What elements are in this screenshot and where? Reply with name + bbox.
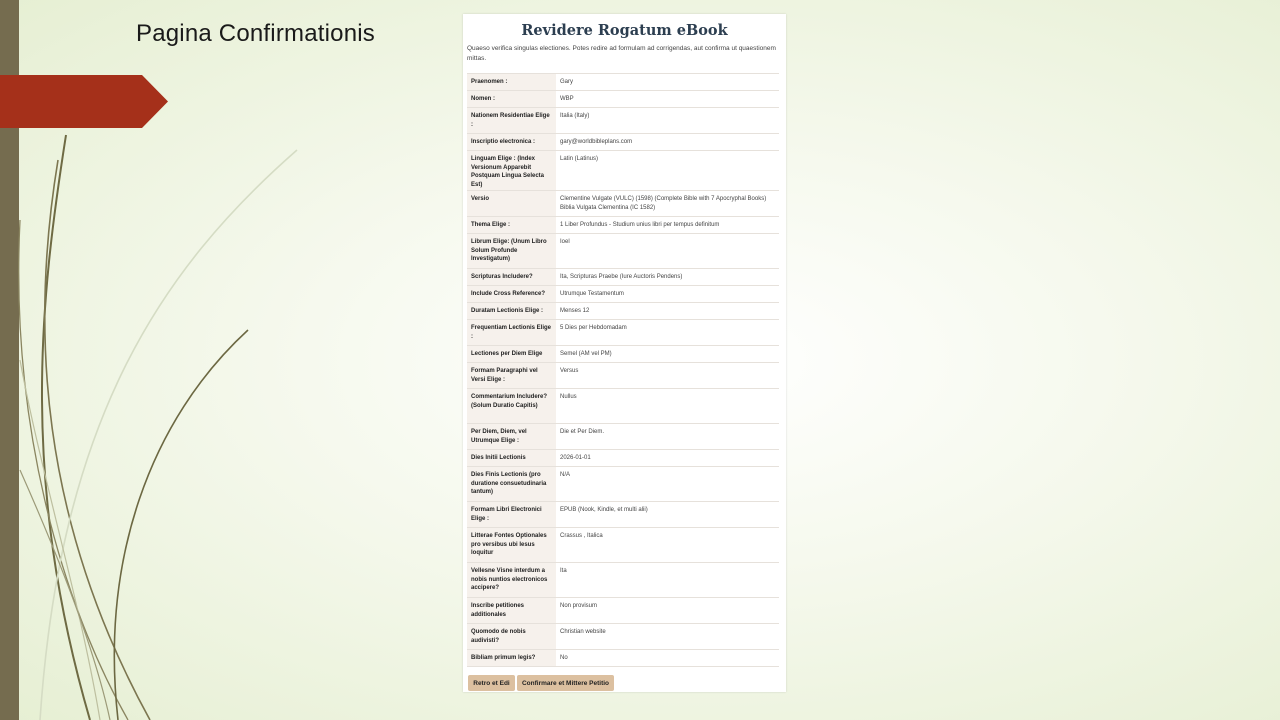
field-label: Inscriptio electronica : [467,134,556,151]
field-value: Versus [556,362,779,388]
table-row [467,423,779,449]
field-value: Nullus [556,388,779,423]
table-row [467,91,779,108]
field-label: Bibliam primum legis? [467,649,556,666]
table-row [467,233,779,268]
field-label: Vellesne Visne interdum a nobis nuntios electronicos accipere? [467,562,556,597]
grass-decoration [0,0,320,720]
table-row [467,134,779,151]
table-row [467,466,779,501]
table-row [467,268,779,285]
table-row [467,216,779,233]
field-label: Versio [467,190,556,216]
field-label: Praenomen : [467,74,556,91]
field-value: Clementine Vulgate (VULC) (1598) (Complete Bible with 7 Apocryphal Books) Biblia Vulgata Clementina (IC 1582) [556,190,779,216]
table-row [467,74,779,91]
field-value: WBP [556,91,779,108]
table-row [467,623,779,649]
field-value: Ita, Scripturas Praebe (Iure Auctoris Pendens) [556,268,779,285]
table-row [467,649,779,666]
field-label: Librum Elige: (Unum Libro Solum Profunde Investigatum) [467,233,556,268]
table-row [467,302,779,319]
table-row [467,190,779,216]
field-value: gary@worldbibleplans.com [556,134,779,151]
field-label: Dies Finis Lectionis (pro duratione consuetudinaria tantum) [467,466,556,501]
field-value: 5 Dies per Hebdomadam [556,319,779,345]
field-value: Crassus , Italica [556,527,779,562]
field-label: Include Cross Reference? [467,285,556,302]
field-value: Semel (AM vel PM) [556,345,779,362]
panel-title: Revidere Rogatum eBook [521,22,728,39]
field-value: Christian website [556,623,779,649]
table-row [467,527,779,562]
back-edit-button[interactable]: Retro et Edi [468,675,515,691]
field-label: Commentarium Includere? (Solum Duratio Capitis) [467,388,556,423]
review-panel [463,14,786,692]
table-row [467,388,779,423]
table-row [467,285,779,302]
table-row [467,319,779,345]
field-value: Italia (Italy) [556,108,779,134]
field-value: Menses 12 [556,302,779,319]
table-row [467,345,779,362]
field-label: Lectiones per Diem Elige [467,345,556,362]
field-label: Formam Paragraphi vel Versi Elige : [467,362,556,388]
field-label: Thema Elige : [467,216,556,233]
field-value: Ita [556,562,779,597]
field-label: Scripturas Includere? [467,268,556,285]
field-value: EPUB (Nook, Kindle, et multi alii) [556,501,779,527]
field-value: 2026-01-01 [556,449,779,466]
field-label: Quomodo de nobis audivisti? [467,623,556,649]
panel-description: Quaeso verifica singulas electiones. Potes redire ad formulam ad corrigendas, aut confirma ut quaestionem mittas. [467,45,776,62]
field-label: Nomen : [467,91,556,108]
field-label: Linguam Elige : (Index Versionum Apparebit Postquam Lingua Selecta Est) [467,151,556,191]
field-value: Utrumque Testamentum [556,285,779,302]
field-label: Inscribe petitiones additionales [467,597,556,623]
field-value: Gary [556,74,779,91]
field-value: 1 Liber Profundus - Studium unius libri per tempus definitum [556,216,779,233]
field-label: Nationem Residentiae Elige : [467,108,556,134]
field-value: Latin (Latinus) [556,151,779,191]
table-row [467,597,779,623]
table-row [467,108,779,134]
table-row [467,151,779,191]
field-value: Die et Per Diem. [556,423,779,449]
table-row [467,362,779,388]
field-value: Ioel [556,233,779,268]
field-label: Dies Initii Lectionis [467,449,556,466]
field-label: Per Diem, Diem, vel Utrumque Elige : [467,423,556,449]
field-label: Formam Libri Electronici Elige : [467,501,556,527]
field-label: Duratam Lectionis Elige : [467,302,556,319]
field-value: N/A [556,466,779,501]
confirm-submit-button[interactable]: Confirmare et Mittere Petitio [517,675,614,691]
field-label: Litterae Fontes Optionales pro versibus ubi Iesus loquitur [467,527,556,562]
review-table [467,73,779,667]
field-label: Frequentiam Lectionis Elige : [467,319,556,345]
field-value: Non provisum [556,597,779,623]
table-row [467,562,779,597]
table-row [467,449,779,466]
table-row [467,501,779,527]
field-value: No [556,649,779,666]
slide-title: Pagina Confirmationis [136,20,375,47]
